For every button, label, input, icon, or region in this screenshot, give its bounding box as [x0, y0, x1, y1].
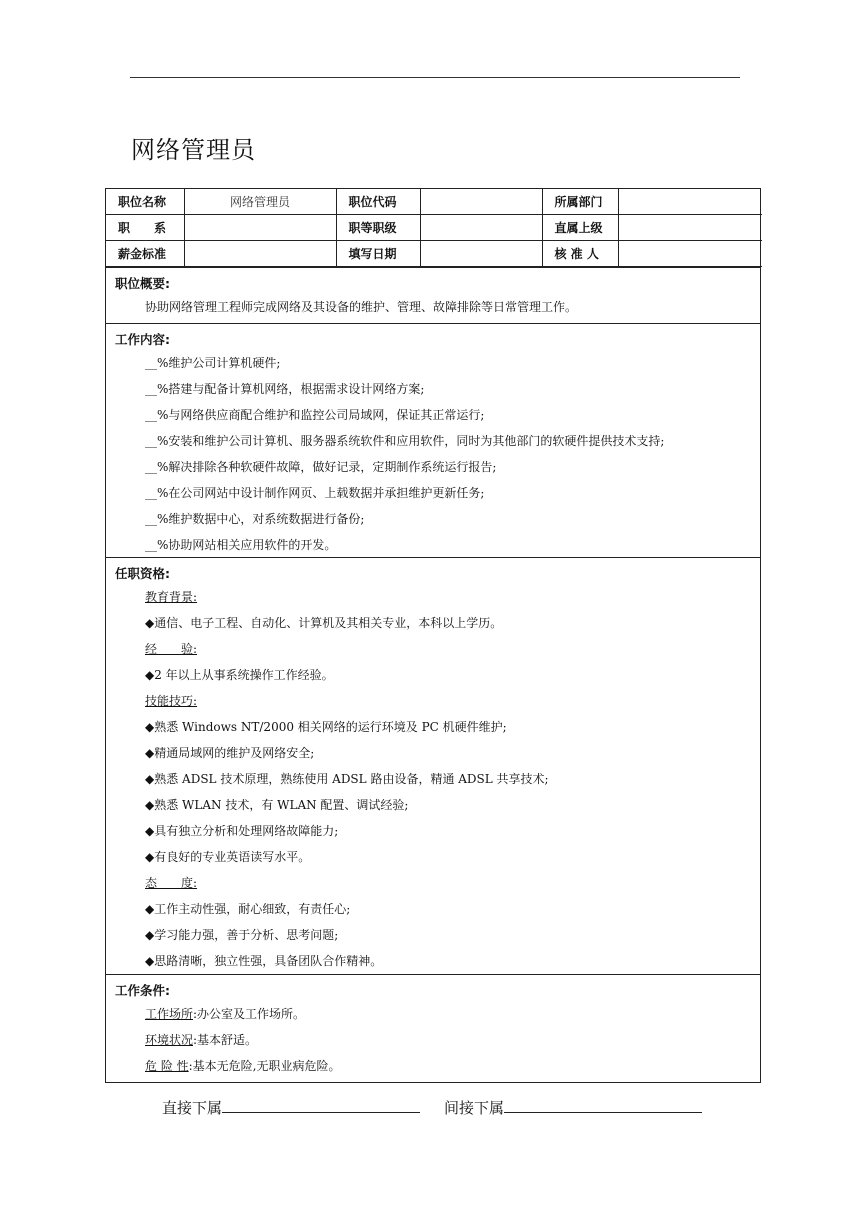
field-value	[618, 189, 762, 215]
subheading-experience: 经 验:	[145, 642, 198, 656]
section-heading: 职位概要:	[115, 276, 170, 291]
condition-label: 环境状况	[145, 1033, 194, 1047]
requirement-item: ◆熟悉 ADSL 技术原理，熟练使用 ADSL 路由设备，精通 ADSL 共享技术;	[145, 772, 549, 786]
header-table	[106, 189, 762, 267]
requirement-item: ◆通信、电子工程、自动化、计算机及其相关专业，本科以上学历。	[145, 616, 503, 630]
field-value: 网络管理员	[184, 189, 336, 215]
subheading-attitude: 态 度:	[145, 876, 198, 890]
condition-item	[115, 1027, 760, 1053]
requirement-item: ◆熟悉 WLAN 技术，有 WLAN 配置、调试经验;	[145, 798, 409, 812]
page-title: 网络管理员	[131, 136, 256, 164]
requirement-item: ◆工作主动性强，耐心细致，有责任心;	[145, 902, 351, 916]
field-value	[618, 215, 762, 241]
duties-section	[106, 323, 760, 557]
duty-item: __%维护数据中心，对系统数据进行备份;	[145, 512, 365, 526]
requirement-item: ◆精通局域网的维护及网络安全;	[145, 746, 315, 760]
field-label: 核 准 人	[542, 241, 618, 267]
subheading-education: 教育背景:	[145, 590, 198, 604]
header-row	[106, 215, 762, 241]
direct-subordinates-blank	[222, 1095, 420, 1113]
header-row	[106, 241, 762, 267]
condition-item	[115, 1053, 760, 1079]
subheading-skills: 技能技巧:	[145, 694, 198, 708]
field-value	[420, 241, 542, 267]
summary-text: 协助网络管理工程师完成网络及其设备的维护、管理、故障排除等日常管理工作。	[145, 300, 578, 314]
condition-label: 工作场所	[145, 1007, 194, 1021]
condition-value: :基本舒适。	[193, 1033, 258, 1047]
field-value	[420, 215, 542, 241]
field-value	[184, 241, 336, 267]
field-value	[420, 189, 542, 215]
section-heading: 任职资格:	[115, 566, 170, 581]
condition-label: 危 险 性	[145, 1059, 189, 1073]
field-label: 职等职级	[336, 215, 420, 241]
subordinates-footer	[162, 1095, 726, 1118]
duty-item: __%在公司网站中设计制作网页、上载数据并承担维护更新任务;	[145, 486, 485, 500]
job-description-table	[105, 188, 761, 1083]
condition-value: :基本无危险,无职业病危险。	[188, 1059, 341, 1073]
duty-item: __%安装和维护公司计算机、服务器系统软件和应用软件，同时为其他部门的软硬件提供技术支持;	[145, 434, 665, 448]
field-label: 职 系	[106, 215, 184, 241]
duty-item: __%搭建与配备计算机网络，根据需求设计网络方案;	[145, 382, 425, 396]
condition-value: :办公室及工作场所。	[193, 1007, 306, 1021]
requirement-item: ◆思路清晰，独立性强，具备团队合作精神。	[145, 954, 383, 968]
section-heading: 工作条件:	[115, 983, 170, 998]
requirement-item: ◆熟悉 Windows NT/2000 相关网络的运行环境及 PC 机硬件维护;	[145, 720, 507, 734]
field-value	[618, 241, 762, 267]
indirect-subordinates-label: 间接下属	[444, 1099, 505, 1117]
duty-item: __%解决排除各种软硬件故障，做好记录，定期制作系统运行报告;	[145, 460, 497, 474]
requirement-item: ◆有良好的专业英语读写水平。	[145, 850, 311, 864]
summary-section	[106, 267, 760, 323]
condition-item	[115, 1001, 760, 1027]
duty-item: __%维护公司计算机硬件;	[145, 356, 281, 370]
conditions-section	[106, 974, 760, 1081]
duty-item: __%协助网站相关应用软件的开发。	[145, 538, 337, 552]
requirement-item: ◆2 年以上从事系统操作工作经验。	[145, 668, 334, 682]
field-label: 填写日期	[336, 241, 420, 267]
field-label: 职位代码	[336, 189, 420, 215]
indirect-subordinates-blank	[504, 1095, 702, 1113]
top-rule	[130, 77, 740, 78]
requirement-item: ◆学习能力强，善于分析、思考问题;	[145, 928, 339, 942]
field-label: 直属上级	[542, 215, 618, 241]
qualifications-section	[106, 557, 760, 974]
duty-item: __%与网络供应商配合维护和监控公司局域网，保证其正常运行;	[145, 408, 485, 422]
header-row	[106, 189, 762, 215]
requirement-item: ◆具有独立分析和处理网络故障能力;	[145, 824, 339, 838]
field-label: 薪金标准	[106, 241, 184, 267]
field-value	[184, 215, 336, 241]
section-heading: 工作内容:	[115, 332, 170, 347]
field-label: 所属部门	[542, 189, 618, 215]
field-label: 职位名称	[106, 189, 184, 215]
direct-subordinates-label: 直接下属	[162, 1099, 223, 1117]
